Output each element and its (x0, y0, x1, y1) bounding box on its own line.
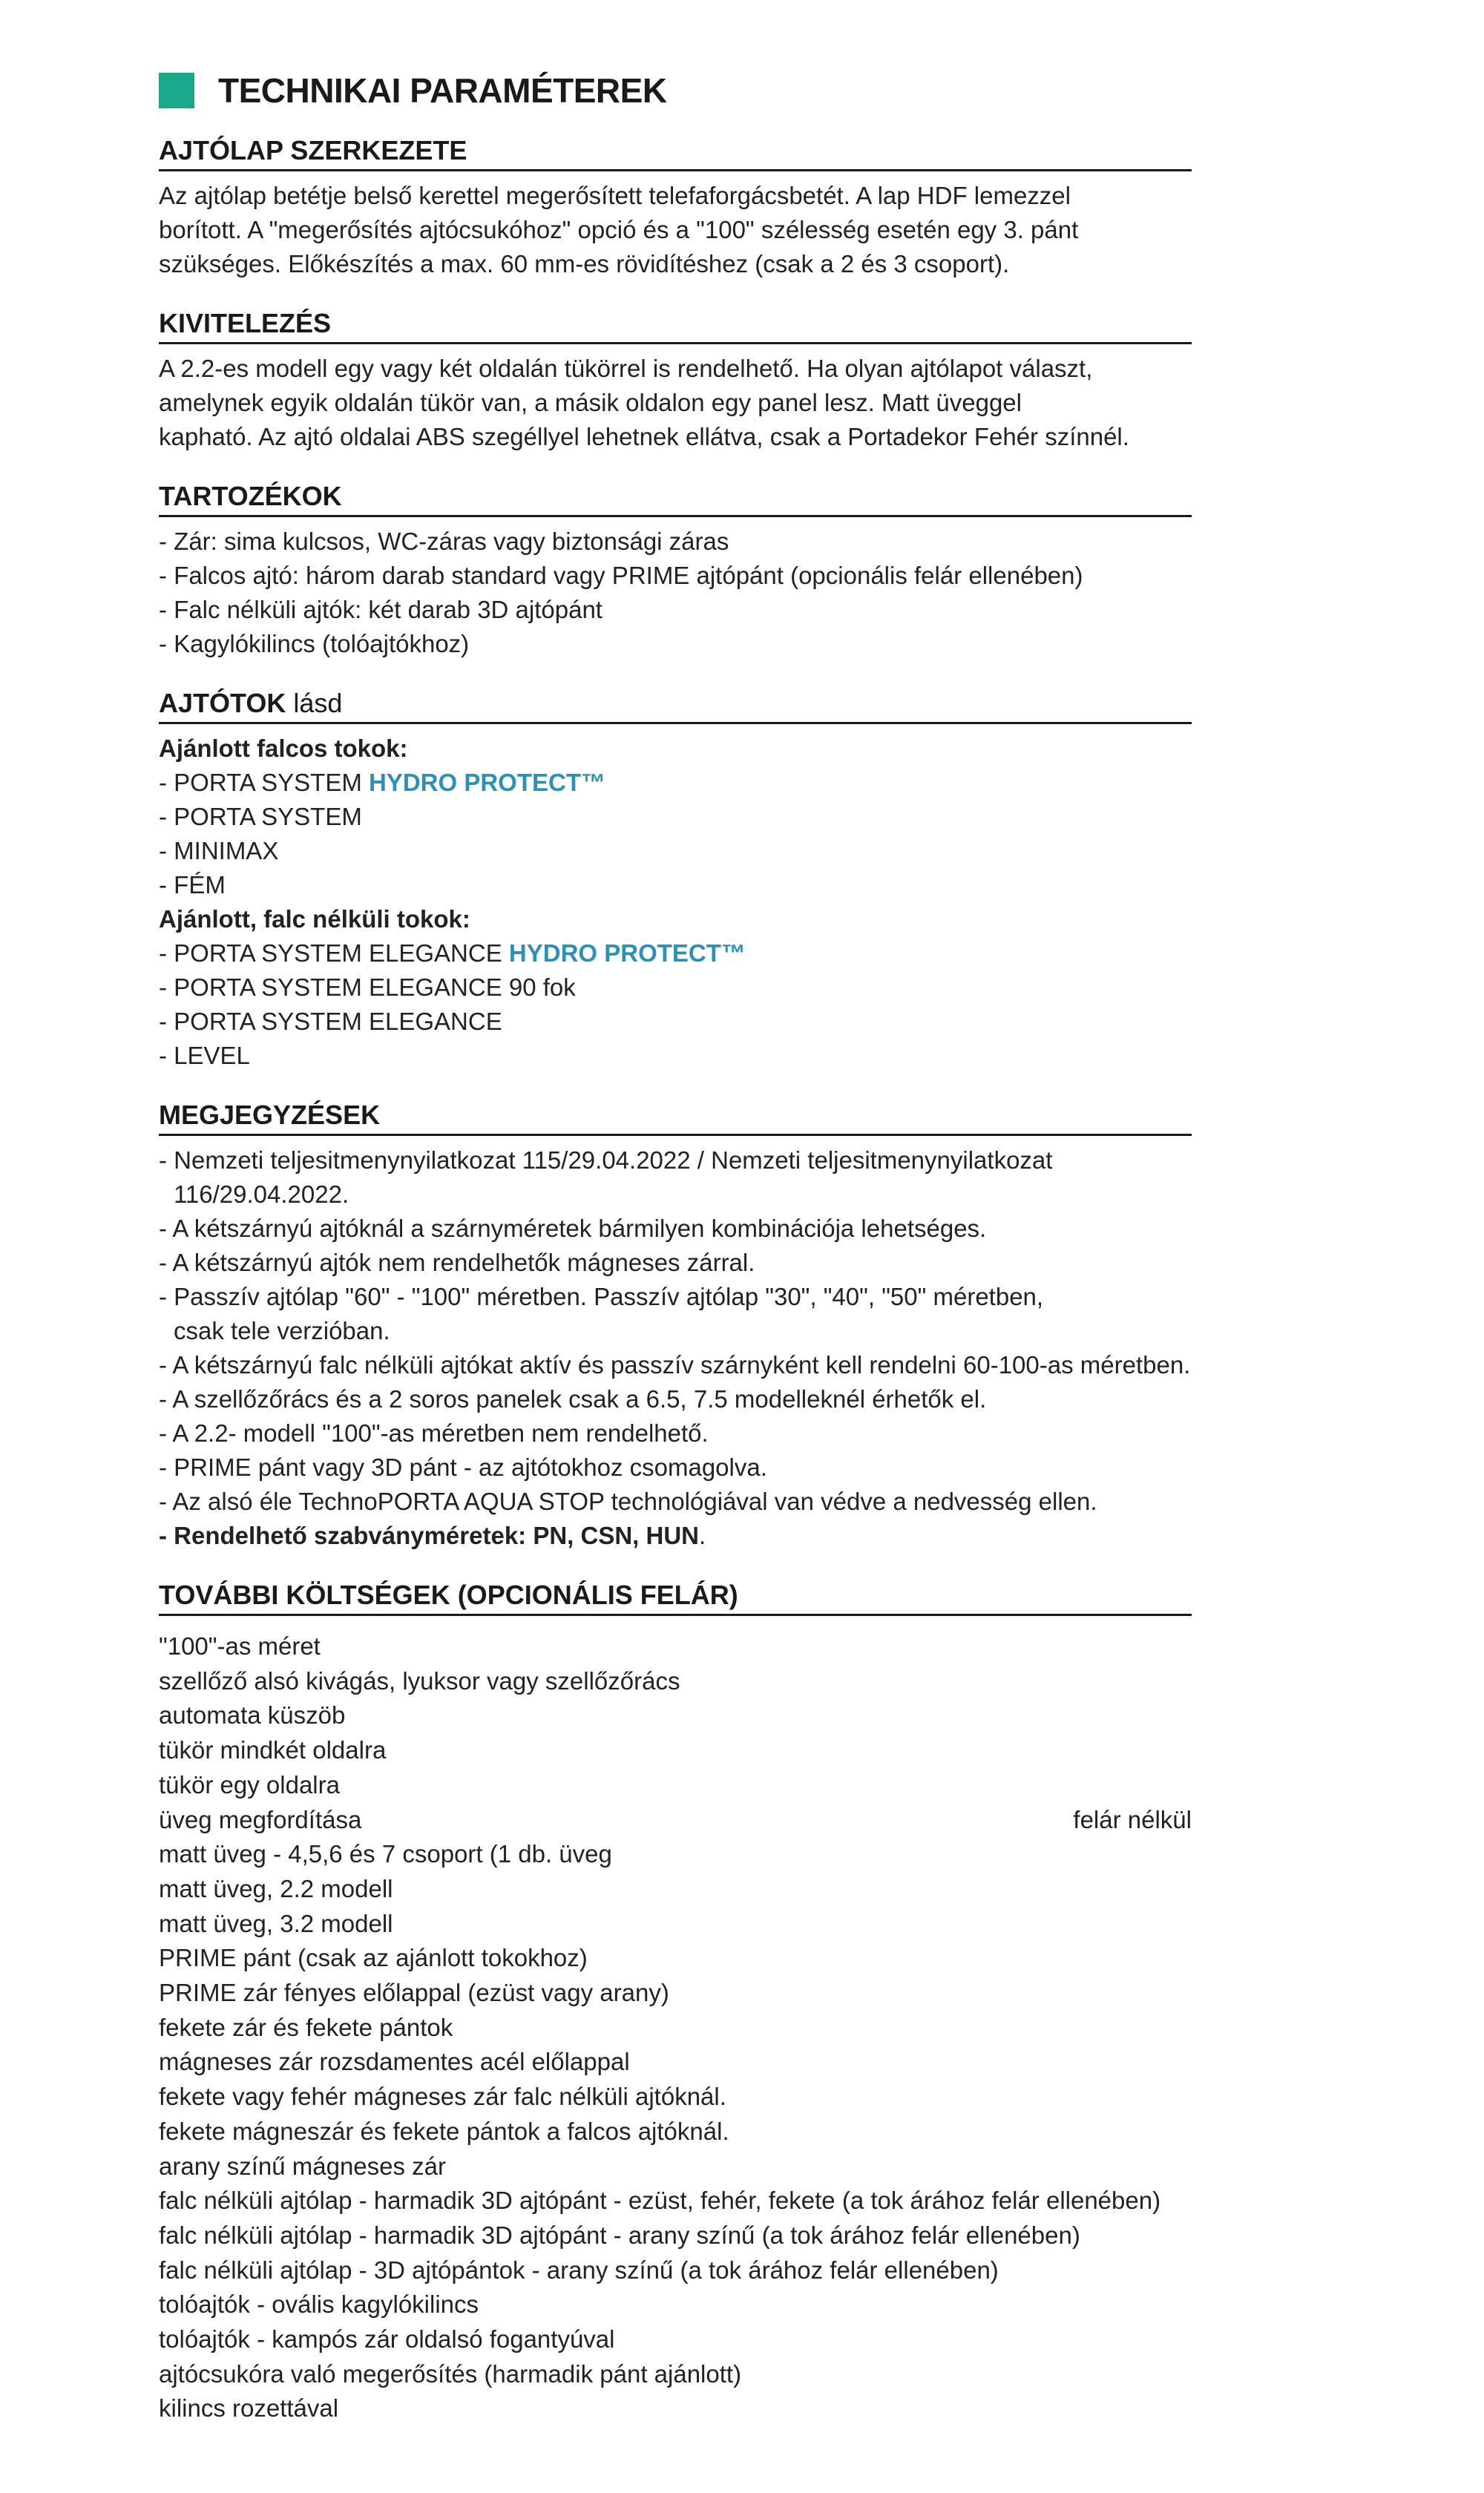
note-line: - A kétszárnyú ajtóknál a szárnyméretek bármilyen kombinációja lehetséges. (159, 1215, 987, 1242)
section-heading: AJTÓLAP SZERKEZETE (159, 134, 1192, 171)
note-line: 116/29.04.2022. (174, 1180, 349, 1208)
cost-row (159, 2184, 1192, 2218)
list-item: - Kagylókilincs (tolóajtókhoz) (159, 630, 470, 657)
accessories-list (159, 525, 1192, 661)
technical-parameters-page (159, 67, 1192, 2426)
text-line: szükséges. Előkészítés a max. 60 mm-es rövidítéshez (csak a 2 és 3 csoport). (159, 250, 1010, 277)
cost-label: falc nélküli ajtólap - 3D ajtópántok - arany színű (a tok árához felár ellenében) (159, 2256, 999, 2284)
hydro-protect-label: HYDRO PROTECT™ (508, 939, 746, 967)
list-item: - MINIMAX (159, 837, 279, 864)
list-item: - FÉM (159, 871, 226, 899)
list-item-text: - PORTA SYSTEM (159, 769, 369, 796)
note-line: - PRIME pánt vagy 3D pánt - az ajtótokhoz csomagolva. (159, 1454, 767, 1481)
hydro-protect-label: HYDRO PROTECT™ (369, 769, 606, 796)
note-line: csak tele verzióban. (174, 1317, 390, 1344)
section-heading: KIVITELEZÉS (159, 306, 1192, 344)
note-line: - Passzív ajtólap "60" - "100" méretben. Passzív ajtólap "30", "40", "50" méretben, (159, 1283, 1044, 1310)
cost-label: fekete vagy fehér mágneses zár falc nélküli ajtóknál. (159, 2083, 726, 2111)
section-notes (159, 1098, 1192, 1553)
cost-row (159, 2322, 1192, 2357)
subheading-rebated-frames: Ajánlott falcos tokok: (159, 735, 408, 762)
cost-row (159, 2253, 1192, 2288)
cost-row (159, 2149, 1192, 2184)
cost-row (159, 1837, 1192, 1872)
list-item: - Falcos ajtó: három darab standard vagy PRIME ajtópánt (opcionális felár ellenében) (159, 562, 1083, 589)
cost-label: PRIME zár fényes előlappal (ezüst vagy arany) (159, 1979, 669, 2007)
cost-row (159, 2011, 1192, 2046)
list-item: - Falc nélküli ajtók: két darab 3D ajtópánt (159, 596, 603, 623)
standard-sizes-text: - Rendelhető szabványméretek: PN, CSN, HUN (159, 1522, 700, 1549)
note-line: - A kétszárnyú ajtók nem rendelhetők mágneses zárral. (159, 1249, 755, 1276)
list-item-text: - PORTA SYSTEM ELEGANCE (159, 939, 509, 967)
cost-row (159, 2080, 1192, 2115)
title-marker-square (159, 73, 194, 108)
list-item: - PORTA SYSTEM ELEGANCE 90 fok (159, 973, 576, 1001)
text-line: amelynek egyik oldalán tükör van, a másik oldalon egy panel lesz. Matt üveggel (159, 389, 1022, 416)
cost-row (159, 1803, 1192, 1838)
cost-label: üveg megfordítása (159, 1805, 362, 1833)
note-line: - A szellőzőrács és a 2 soros panelek csak a 6.5, 7.5 modelleknél érhetők el. (159, 1385, 987, 1413)
cost-label: PRIME pánt (csak az ajánlott tokokhoz) (159, 1944, 588, 1972)
cost-row (159, 2287, 1192, 2322)
section-heading: MEGJEGYZÉSEK (159, 1098, 1192, 1136)
cost-label: fekete mágneszár és fekete pántok a falcos ajtóknál. (159, 2117, 729, 2145)
cost-row (159, 2218, 1192, 2253)
cost-row (159, 2045, 1192, 2080)
text-line: Az ajtólap betétje belső kerettel megerősített telefaforgácsbetét. A lap HDF lemezzel (159, 182, 1071, 209)
cost-label: falc nélküli ajtólap - harmadik 3D ajtópánt - ezüst, fehér, fekete (a tok árához felár ellenében) (159, 2187, 1161, 2215)
title-row (159, 67, 1192, 114)
cost-label: tolóajtók - ovális kagylókilincs (159, 2290, 479, 2319)
page-title: TECHNIKAI PARAMÉTEREK (218, 71, 667, 110)
note-line: - Az alsó éle TechnoPORTA AQUA STOP technológiával van védve a nedvesség ellen. (159, 1488, 1097, 1515)
list-item: - PORTA SYSTEM ELEGANCE (159, 1008, 502, 1035)
cost-label: automata küszöb (159, 1701, 346, 1730)
cost-row (159, 1872, 1192, 1907)
section-accessories (159, 479, 1192, 661)
cost-row (159, 1733, 1192, 1768)
text-line: A 2.2-es modell egy vagy két oldalán tükörrel is rendelhető. Ha olyan ajtólapot választ, (159, 355, 1093, 382)
section-door-structure (159, 134, 1192, 281)
note-line: - A kétszárnyú falc nélküli ajtókat aktív és passzív szárnyként kell rendelni 60-100-as méretben. (159, 1351, 1191, 1379)
standard-sizes-end: . (699, 1522, 706, 1549)
list-item: - PORTA SYSTEM (159, 803, 362, 830)
heading-bold: AJTÓTOK (159, 688, 286, 718)
section-door-frames (159, 686, 1192, 1073)
section-heading: TOVÁBBI KÖLTSÉGEK (OPCIONÁLIS FELÁR) (159, 1578, 1192, 1616)
cost-row (159, 1629, 1192, 1664)
section-execution (159, 306, 1192, 454)
cost-row (159, 1907, 1192, 1942)
list-item (159, 936, 1192, 970)
cost-value: felár nélkül (1073, 1805, 1192, 1833)
list-item: - LEVEL (159, 1042, 250, 1069)
cost-label: matt üveg - 4,5,6 és 7 csoport (1 db. üveg (159, 1840, 612, 1868)
cost-label: tükör mindkét oldalra (159, 1736, 387, 1764)
cost-label: szellőző alsó kivágás, lyuksor vagy szellőzőrács (159, 1666, 680, 1695)
note-line: - Nemzeti teljesitmenynyilatkozat 115/29.04.2022 / Nemzeti teljesitmenynyilatkozat (159, 1146, 1053, 1174)
list-item: - Zár: sima kulcsos, WC-záras vagy biztonsági záras (159, 528, 729, 555)
heading-see: lásd (286, 688, 343, 718)
note-line: - A 2.2- modell "100"-as méretben nem rendelhető. (159, 1419, 709, 1447)
notes-list (159, 1143, 1192, 1519)
cost-row (159, 1941, 1192, 1976)
cost-label: kilincs rozettával (159, 2394, 339, 2423)
cost-row (159, 2115, 1192, 2149)
cost-label: matt üveg, 3.2 modell (159, 1909, 393, 1937)
cost-label: arany színű mágneses zár (159, 2152, 447, 2180)
cost-label: ajtócsukóra való megerősítés (harmadik pánt ajánlott) (159, 2359, 742, 2388)
text-line: borított. A "megerősítés ajtócsukóhoz" opció és a "100" szélesség esetén egy 3. pánt (159, 216, 1079, 243)
cost-label: falc nélküli ajtólap - harmadik 3D ajtópánt - arany színű (a tok árához felár ellenében) (159, 2221, 1080, 2249)
cost-row (159, 2391, 1192, 2426)
cost-label: matt üveg, 2.2 modell (159, 1874, 393, 1902)
cost-label: "100"-as méret (159, 1632, 321, 1660)
list-item (159, 766, 1192, 800)
cost-label: tolóajtók - kampós zár oldalsó fogantyúval (159, 2325, 615, 2354)
cost-row (159, 1664, 1192, 1699)
cost-row (159, 1698, 1192, 1733)
note-standard-sizes (159, 1519, 1192, 1553)
section-text (159, 352, 1192, 454)
cost-row (159, 1976, 1192, 2011)
section-heading: TARTOZÉKOK (159, 479, 1192, 517)
costs-list (159, 1629, 1192, 2426)
cost-label: mágneses zár rozsdamentes acél előlappal (159, 2048, 630, 2076)
cost-row (159, 1768, 1192, 1803)
subheading-flush-frames: Ajánlott, falc nélküli tokok: (159, 905, 470, 933)
cost-label: fekete zár és fekete pántok (159, 2013, 453, 2041)
text-line: kapható. Az ajtó oldalai ABS szegéllyel lehetnek ellátva, csak a Portadekor Fehér színnél. (159, 423, 1129, 450)
cost-label: tükör egy oldalra (159, 1770, 340, 1799)
section-text (159, 179, 1192, 281)
cost-row (159, 2357, 1192, 2392)
section-additional-costs (159, 1578, 1192, 2426)
section-heading (159, 686, 1192, 724)
